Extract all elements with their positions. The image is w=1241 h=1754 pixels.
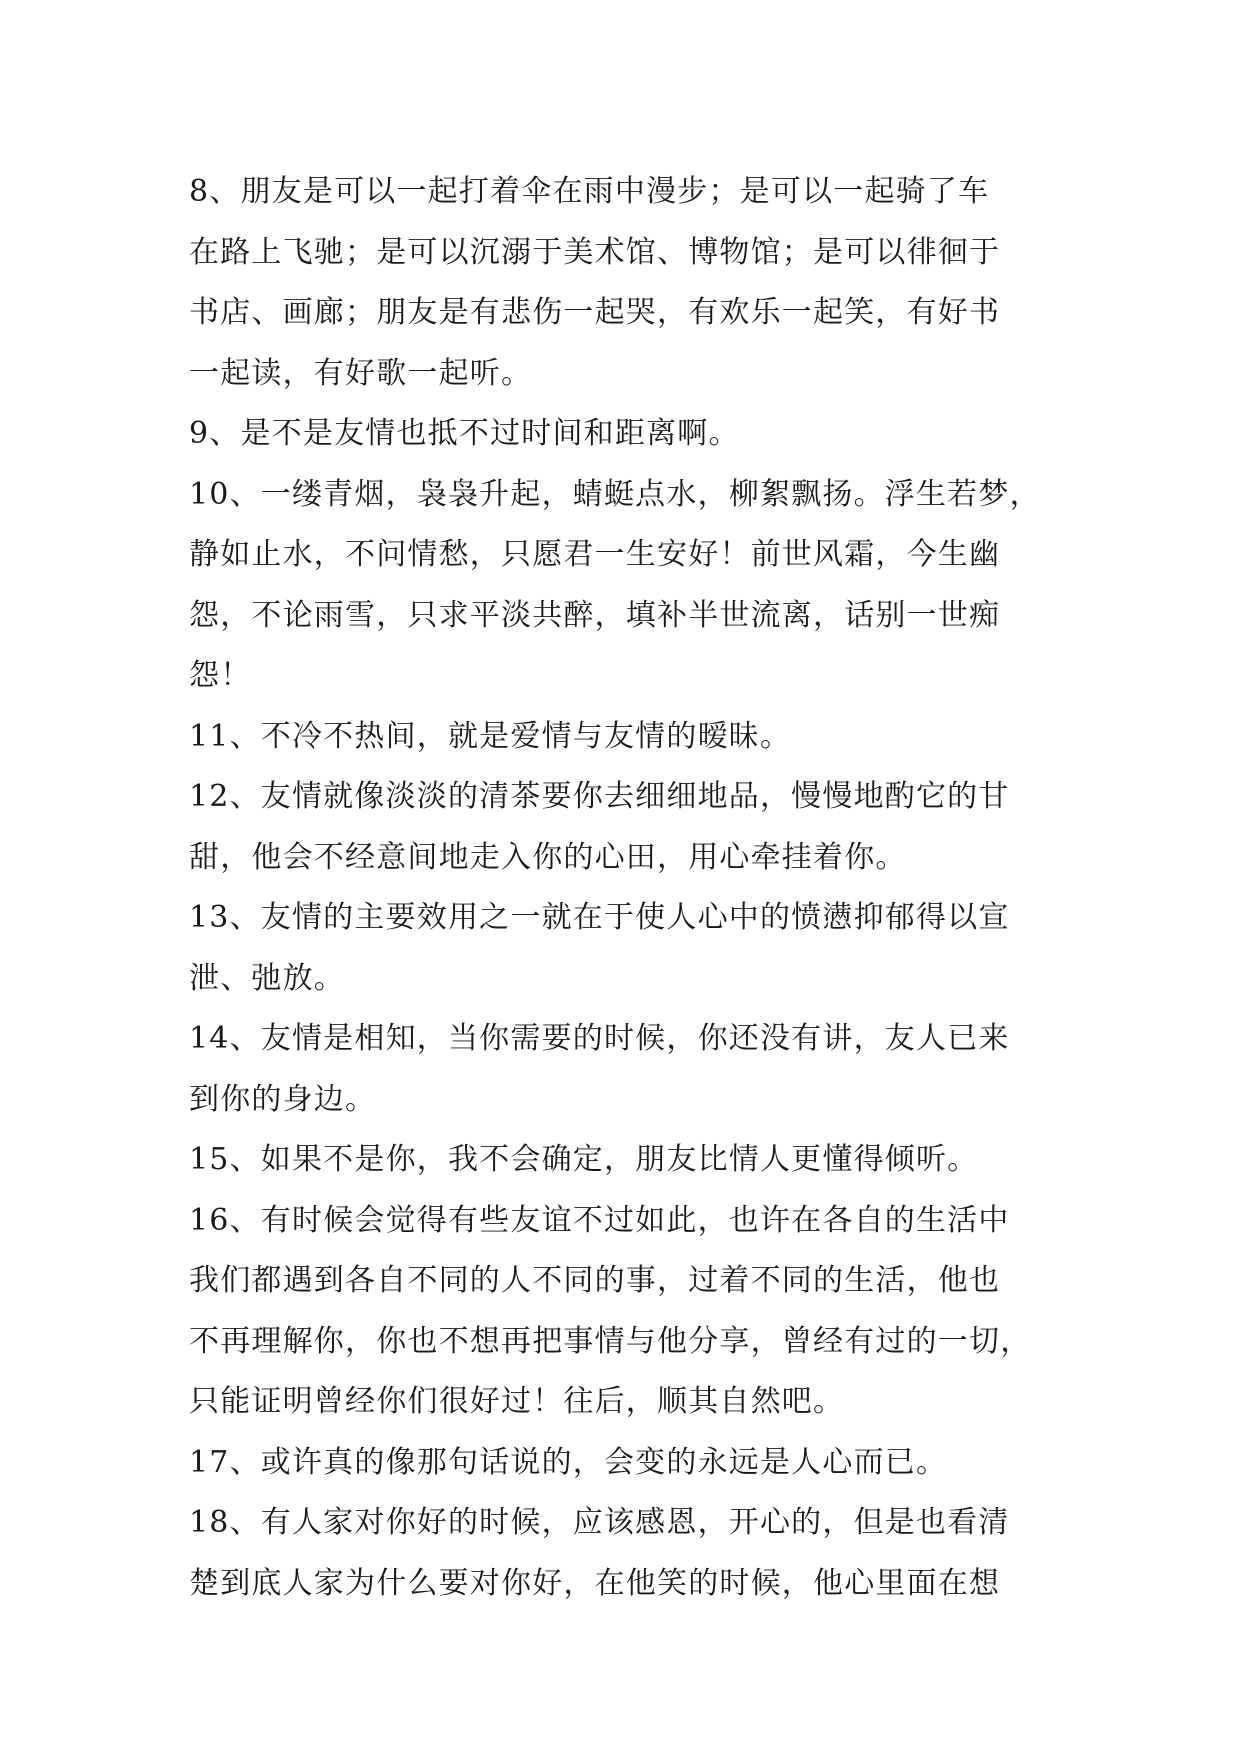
text-line: 一起读，有好歌一起听。 [189,355,533,391]
paragraph-10 [189,465,1059,707]
text-line: 12、友情就像淡淡的清茶要你去细细地品，慢慢地酌它的甘 [189,779,1010,814]
text-line: 只能证明曾经你们很好过！往后，顺其自然吧。 [189,1384,845,1419]
text-line: 17、或许真的像那句话说的，会变的永远是人心而已。 [189,1444,948,1480]
text-line: 楚到底人家为什么要对你好，在他笑的时候，他心里面在想 [189,1565,1001,1601]
text-line: 15、如果不是你，我不会确定，朋友比情人更懂得倾听。 [189,1142,979,1177]
text-line: 到你的身边。 [189,1081,377,1117]
paragraph-11 [189,707,1059,768]
paragraph-15 [189,1130,1059,1191]
text-line: 泄、弛放。 [189,960,345,996]
text-line: 16、有时候会觉得有些友谊不过如此，也许在各自的生活中 [189,1202,1010,1238]
text-line: 书店、画廊；朋友是有悲伤一起哭，有欢乐一起笑，有好书 [189,295,1001,330]
document-body [189,162,1059,1614]
text-line: 在路上飞驰；是可以沉溺于美术馆、博物馆；是可以徘徊于 [189,234,1001,270]
paragraph-8 [189,162,1059,404]
text-line: 14、友情是相知，当你需要的时候，你还没有讲，友人已来 [189,1021,1010,1056]
text-line: 不再理解你，你也不想再把事情与他分享，曾经有过的一切， [189,1323,1032,1359]
paragraph-14 [189,1009,1059,1130]
text-line: 13、友情的主要效用之一就在于使人心中的愤懑抑郁得以宣 [189,900,1010,935]
paragraph-9 [189,404,1059,465]
text-line: 甜，他会不经意间地走入你的心田，用心牵挂着你。 [189,839,907,875]
text-line: 我们都遇到各自不同的人不同的事，过着不同的生活，他也 [189,1263,1001,1298]
paragraph-18 [189,1493,1059,1614]
text-line: 怨！ [189,658,252,693]
paragraph-13 [189,888,1059,1009]
text-line: 10、一缕青烟，袅袅升起，蜻蜓点水，柳絮飘扬。浮生若梦， [189,476,1041,512]
text-line: 怨，不论雨雪，只求平淡共醉，填补半世流离，话别一世痴 [189,597,1001,633]
paragraph-16 [189,1191,1059,1433]
paragraph-12 [189,767,1059,888]
text-line: 9、是不是友情也抵不过时间和距离啊。 [189,416,740,451]
text-line: 18、有人家对你好的时候，应该感恩，开心的，但是也看清 [189,1505,1010,1540]
text-line: 8、朋友是可以一起打着伞在雨中漫步；是可以一起骑了车 [189,174,990,209]
text-line: 静如止水，不问情愁，只愿君一生安好！前世风霜，今生幽 [189,537,1001,572]
paragraph-17 [189,1433,1059,1494]
text-line: 11、不冷不热间，就是爱情与友情的暧昧。 [189,718,792,754]
